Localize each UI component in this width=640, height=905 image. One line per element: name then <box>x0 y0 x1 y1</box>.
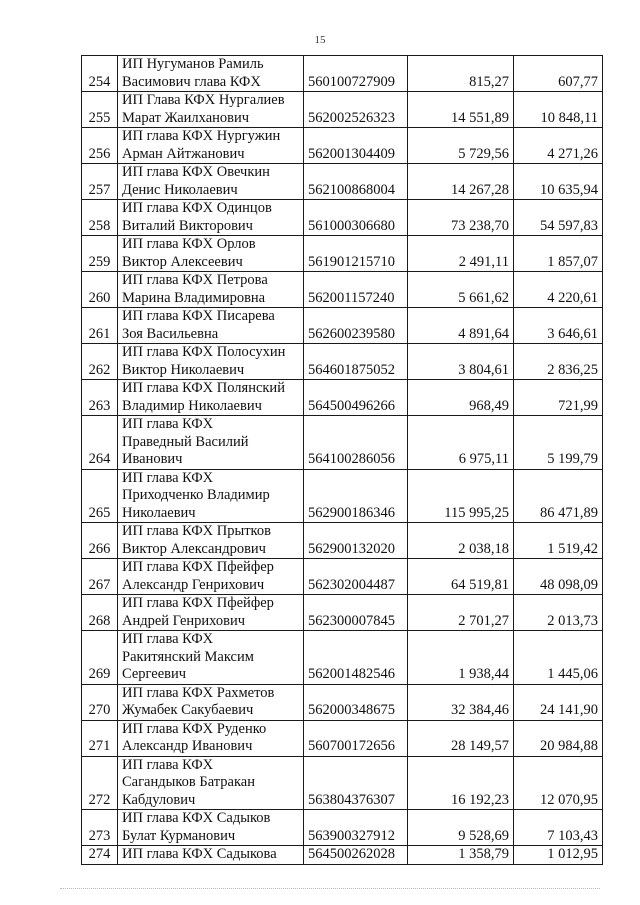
inn-cell: 562900186346 <box>304 469 408 523</box>
inn-cell: 564100286056 <box>304 416 408 470</box>
row-number: 258 <box>82 200 118 236</box>
farm-name-line: Виктор Алексеевич <box>122 253 243 270</box>
inn-cell: 561000306680 <box>304 200 408 236</box>
farm-name-line: Жумабек Сакубаевич <box>122 702 254 718</box>
row-number: 260 <box>82 272 118 308</box>
farm-name-line: ИП Глава КФХ Нургалиев <box>122 92 285 108</box>
amount-cell: 32 384,46 <box>408 684 514 720</box>
farm-name-cell <box>118 128 304 164</box>
farm-name-line: Иванович <box>122 451 183 467</box>
farm-name-line: ИП глава КФХ Полосухин <box>122 344 286 360</box>
farm-name-cell <box>118 164 304 200</box>
amount-cell: 607,77 <box>514 56 603 92</box>
amount-cell: 10 635,94 <box>514 164 603 200</box>
farm-name-cell <box>118 272 304 308</box>
farm-name-cell <box>118 684 304 720</box>
row-number: 271 <box>82 720 118 756</box>
farm-name-line: Зоя Васильевна <box>122 325 219 342</box>
farm-name-line: ИП глава КФХ <box>122 631 214 647</box>
table-row <box>82 92 603 128</box>
farm-name-line: Виталий Викторович <box>122 217 253 234</box>
table-row <box>82 523 603 559</box>
farm-name-line: Андрей Генрихович <box>122 612 246 629</box>
amount-cell: 20 984,88 <box>514 720 603 756</box>
row-number: 261 <box>82 308 118 344</box>
table-row <box>82 416 603 470</box>
table-row <box>82 236 603 272</box>
table-row <box>82 128 603 164</box>
amount-cell: 28 149,57 <box>408 720 514 756</box>
amount-cell: 4 891,64 <box>408 308 514 344</box>
farm-name-cell <box>118 810 304 846</box>
farm-name-line: Васимович глава КФХ <box>122 73 261 90</box>
amount-cell: 721,99 <box>514 380 603 416</box>
inn-cell: 562300007845 <box>304 595 408 631</box>
farm-name-line: ИП глава КФХ Полянский <box>122 380 285 396</box>
amount-cell: 24 141,90 <box>514 684 603 720</box>
amount-cell: 64 519,81 <box>408 559 514 595</box>
farm-registry-table <box>81 55 603 865</box>
farm-name-cell <box>118 559 304 595</box>
row-number: 264 <box>82 416 118 470</box>
inn-cell: 562001482546 <box>304 631 408 685</box>
amount-cell: 2 013,73 <box>514 595 603 631</box>
row-number: 269 <box>82 631 118 685</box>
farm-name-cell <box>118 416 304 470</box>
table-row <box>82 631 603 685</box>
table-row <box>82 308 603 344</box>
amount-cell: 2 491,11 <box>408 236 514 272</box>
amount-cell: 4 271,26 <box>514 128 603 164</box>
inn-cell: 562001304409 <box>304 128 408 164</box>
row-number: 270 <box>82 684 118 720</box>
farm-name-line: Арман Айтжанович <box>122 145 245 162</box>
amount-cell: 14 267,28 <box>408 164 514 200</box>
amount-cell: 6 975,11 <box>408 416 514 470</box>
farm-name-cell <box>118 523 304 559</box>
row-number: 265 <box>82 469 118 523</box>
table-row <box>82 846 603 865</box>
farm-name-cell <box>118 631 304 685</box>
farm-name-line: ИП глава КФХ <box>122 416 214 432</box>
table-row <box>82 720 603 756</box>
farm-name-line: ИП глава КФХ <box>122 756 214 773</box>
farm-name-line: Кабдулович <box>122 791 196 808</box>
farm-name-line: Сергеевич <box>122 666 187 682</box>
inn-cell: 563900327912 <box>304 810 408 846</box>
inn-cell: 562302004487 <box>304 559 408 595</box>
amount-cell: 5 729,56 <box>408 128 514 164</box>
farm-name-line: ИП глава КФХ Орлов <box>122 236 256 252</box>
table-row <box>82 344 603 380</box>
farm-name-line: ИП глава КФХ Пфейфер <box>122 559 274 575</box>
amount-cell: 10 848,11 <box>514 92 603 128</box>
farm-name-line: Ракитянский Максим <box>122 648 254 665</box>
farm-name-line: ИП глава КФХ Писарева <box>122 308 275 324</box>
farm-name-cell <box>118 344 304 380</box>
farm-name-line: Праведный Василий <box>122 433 249 450</box>
farm-name-cell <box>118 200 304 236</box>
row-number: 257 <box>82 164 118 200</box>
farm-name-line: Сагандыков Батракан <box>122 774 256 790</box>
farm-name-line: Владимир Николаевич <box>122 397 262 414</box>
farm-name-line: Александр Генрихович <box>122 576 265 593</box>
farm-name-line: ИП глава КФХ Прытков <box>122 523 271 539</box>
farm-name-cell <box>118 92 304 128</box>
amount-cell: 1 519,42 <box>514 523 603 559</box>
farm-name-line: Марат Жаилханович <box>122 109 250 126</box>
farm-name-cell <box>118 720 304 756</box>
table-row <box>82 380 603 416</box>
table-row <box>82 756 603 810</box>
farm-name-line: ИП глава КФХ Рахметов <box>122 684 275 701</box>
amount-cell: 73 238,70 <box>408 200 514 236</box>
farm-name-cell <box>118 846 304 865</box>
inn-cell: 560700172656 <box>304 720 408 756</box>
amount-cell: 1 358,79 <box>408 846 514 865</box>
amount-cell: 3 646,61 <box>514 308 603 344</box>
table-row <box>82 559 603 595</box>
inn-cell: 562002526323 <box>304 92 408 128</box>
inn-cell: 563804376307 <box>304 756 408 810</box>
farm-name-line: Марина Владимировна <box>122 289 266 306</box>
farm-name-line: Денис Николаевич <box>122 181 238 198</box>
amount-cell: 2 836,25 <box>514 344 603 380</box>
farm-name-line: Булат Курманович <box>122 827 236 844</box>
amount-cell: 5 661,62 <box>408 272 514 308</box>
inn-cell: 562001157240 <box>304 272 408 308</box>
amount-cell: 3 804,61 <box>408 344 514 380</box>
inn-cell: 564601875052 <box>304 344 408 380</box>
inn-cell: 561901215710 <box>304 236 408 272</box>
table-row <box>82 164 603 200</box>
farm-name-line: Николаевич <box>122 504 196 521</box>
row-number: 262 <box>82 344 118 380</box>
farm-name-line: Александр Иванович <box>122 738 253 754</box>
table-row <box>82 200 603 236</box>
amount-cell: 815,27 <box>408 56 514 92</box>
amount-cell: 14 551,89 <box>408 92 514 128</box>
farm-name-line: Виктор Николаевич <box>122 361 245 378</box>
row-number: 255 <box>82 92 118 128</box>
amount-cell: 54 597,83 <box>514 200 603 236</box>
inn-cell: 564500496266 <box>304 380 408 416</box>
amount-cell: 2 038,18 <box>408 523 514 559</box>
page-number: 15 <box>314 34 326 46</box>
row-number: 267 <box>82 559 118 595</box>
farm-name-line: ИП глава КФХ Одинцов <box>122 200 272 216</box>
farm-name-cell <box>118 236 304 272</box>
farm-name-line: Виктор Александрович <box>122 540 266 557</box>
row-number: 272 <box>82 756 118 810</box>
row-number: 268 <box>82 595 118 631</box>
amount-cell: 1 938,44 <box>408 631 514 685</box>
table-row <box>82 272 603 308</box>
amount-cell: 7 103,43 <box>514 810 603 846</box>
inn-cell: 564500262028 <box>304 846 408 865</box>
farm-name-line: ИП глава КФХ Садыков <box>122 810 271 826</box>
inn-cell: 560100727909 <box>304 56 408 92</box>
table-row <box>82 469 603 523</box>
amount-cell: 1 012,95 <box>514 846 603 865</box>
farm-name-line: ИП глава КФХ Нургужин <box>122 128 281 144</box>
amount-cell: 48 098,09 <box>514 559 603 595</box>
farm-name-line: ИП Нугуманов Рамиль <box>122 56 264 72</box>
inn-cell: 562900132020 <box>304 523 408 559</box>
row-number: 259 <box>82 236 118 272</box>
amount-cell: 86 471,89 <box>514 469 603 523</box>
amount-cell: 16 192,23 <box>408 756 514 810</box>
farm-name-cell <box>118 380 304 416</box>
farm-name-cell <box>118 756 304 810</box>
scan-footer-line <box>60 888 600 890</box>
amount-cell: 1 857,07 <box>514 236 603 272</box>
row-number: 256 <box>82 128 118 164</box>
amount-cell: 1 445,06 <box>514 631 603 685</box>
farm-name-line: Приходченко Владимир <box>122 487 270 503</box>
farm-name-line: ИП глава КФХ Руденко <box>122 720 267 737</box>
farm-name-cell <box>118 469 304 523</box>
amount-cell: 2 701,27 <box>408 595 514 631</box>
farm-name-line: ИП глава КФХ Садыкова <box>122 846 277 862</box>
amount-cell: 9 528,69 <box>408 810 514 846</box>
farm-name-line: ИП глава КФХ <box>122 469 214 486</box>
farm-name-cell <box>118 595 304 631</box>
table-row <box>82 684 603 720</box>
inn-cell: 562000348675 <box>304 684 408 720</box>
table-row <box>82 56 603 92</box>
farm-name-cell <box>118 308 304 344</box>
farm-name-line: ИП глава КФХ Пфейфер <box>122 595 274 611</box>
inn-cell: 562600239580 <box>304 308 408 344</box>
amount-cell: 5 199,79 <box>514 416 603 470</box>
row-number: 266 <box>82 523 118 559</box>
amount-cell: 4 220,61 <box>514 272 603 308</box>
row-number: 263 <box>82 380 118 416</box>
farm-name-line: ИП глава КФХ Овечкин <box>122 164 270 180</box>
registry-body <box>82 56 603 865</box>
table-row <box>82 810 603 846</box>
farm-name-cell <box>118 56 304 92</box>
table-row <box>82 595 603 631</box>
inn-cell: 562100868004 <box>304 164 408 200</box>
amount-cell: 115 995,25 <box>408 469 514 523</box>
row-number: 254 <box>82 56 118 92</box>
row-number: 274 <box>82 846 118 865</box>
farm-name-line: ИП глава КФХ Петрова <box>122 272 268 288</box>
amount-cell: 12 070,95 <box>514 756 603 810</box>
amount-cell: 968,49 <box>408 380 514 416</box>
row-number: 273 <box>82 810 118 846</box>
